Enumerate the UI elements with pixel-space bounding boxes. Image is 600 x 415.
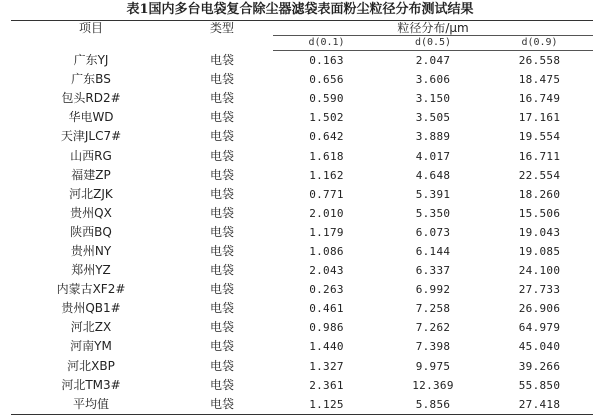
cell-d09: 17.161 — [518, 111, 561, 125]
cell-d01: 2.010 — [309, 206, 344, 220]
header-item: 项目 — [78, 21, 103, 35]
cell-item: 河北TM3# — [61, 377, 121, 392]
cell-d05: 5.350 — [415, 206, 451, 220]
cell-item: 山西RG — [70, 148, 112, 163]
cell-item: 贵州NY — [70, 243, 112, 258]
cell-d01: 1.162 — [309, 168, 344, 182]
cell-type: 电袋 — [209, 282, 234, 297]
table-row — [11, 51, 593, 71]
cell-d05: 7.258 — [415, 302, 451, 316]
header-d05: d(0.5) — [380, 36, 486, 51]
table-row — [11, 127, 593, 146]
cell-d05: 7.262 — [415, 321, 451, 335]
cell-item: 郑州YZ — [71, 263, 111, 278]
cell-d09: 16.749 — [518, 92, 561, 106]
table-body — [11, 51, 593, 415]
cell-d05: 12.369 — [412, 378, 454, 392]
cell-type: 电袋 — [209, 243, 234, 258]
cell-d05: 3.505 — [415, 111, 451, 125]
table-title: 表1国内多台电袋复合除尘器滤袋表面粉尘粒径分布测试结果 — [126, 2, 474, 17]
cell-type: 电袋 — [209, 167, 234, 182]
cell-item: 贵州QX — [70, 205, 112, 220]
cell-item: 内蒙古XF2# — [56, 282, 126, 297]
cell-d01: 0.163 — [309, 54, 344, 68]
table-row — [11, 280, 593, 299]
cell-d09: 18.260 — [518, 187, 561, 201]
cell-d01: 2.043 — [309, 264, 344, 278]
table-row — [11, 299, 593, 318]
table-row — [11, 70, 593, 89]
cell-d09: 15.506 — [518, 206, 561, 220]
header-size-distribution: 粒径分布/μm — [273, 21, 593, 36]
cell-d05: 6.337 — [415, 264, 451, 278]
cell-type: 电袋 — [209, 205, 234, 220]
cell-type: 电袋 — [209, 148, 234, 163]
cell-d09: 27.418 — [486, 395, 593, 415]
cell-type: 电袋 — [209, 91, 234, 106]
cell-item: 河北XBP — [67, 358, 115, 373]
cell-d05: 6.073 — [415, 225, 451, 239]
cell-d05: 5.856 — [380, 395, 486, 415]
table-row — [11, 108, 593, 127]
cell-d09: 27.733 — [518, 283, 561, 297]
cell-d01: 0.642 — [309, 130, 344, 144]
cell-d05: 3.606 — [415, 73, 451, 87]
cell-d01: 0.771 — [309, 187, 344, 201]
cell-d09: 19.043 — [518, 225, 561, 239]
table-row — [11, 242, 593, 261]
cell-type: 电袋 — [209, 52, 234, 67]
cell-d09: 16.711 — [518, 149, 561, 163]
cell-d05: 7.398 — [415, 340, 451, 354]
cell-d05: 5.391 — [415, 187, 451, 201]
cell-d01: 0.461 — [309, 302, 344, 316]
cell-item: 天津JLC7# — [60, 129, 122, 144]
header-d01: d(0.1) — [273, 36, 380, 51]
cell-item: 河北ZX — [70, 320, 112, 335]
table-row — [11, 146, 593, 165]
cell-type: 电袋 — [209, 301, 234, 316]
cell-type: 电袋 — [209, 339, 234, 354]
cell-d09: 22.554 — [518, 168, 561, 182]
table-row — [11, 318, 593, 337]
cell-type: 电袋 — [209, 377, 234, 392]
cell-type: 电袋 — [209, 224, 234, 239]
table-row — [11, 261, 593, 280]
cell-d09: 26.558 — [518, 54, 561, 68]
cell-d09: 55.850 — [518, 378, 561, 392]
table-row — [11, 376, 593, 395]
table-row — [11, 204, 593, 223]
cell-d09: 19.085 — [518, 244, 561, 258]
cell-d01: 0.656 — [309, 73, 344, 87]
cell-item: 华电WD — [68, 110, 114, 125]
cell-d01: 1.179 — [309, 225, 344, 239]
cell-type: 电袋 — [209, 320, 234, 335]
cell-d01: 1.440 — [309, 340, 344, 354]
particle-size-table — [11, 20, 593, 415]
cell-d09: 45.040 — [518, 340, 561, 354]
cell-d05: 4.017 — [415, 149, 451, 163]
cell-item: 河北ZJK — [69, 186, 113, 201]
cell-d01: 1.502 — [309, 111, 344, 125]
cell-d01: 2.361 — [309, 378, 344, 392]
cell-d05: 3.889 — [415, 130, 451, 144]
cell-d09: 24.100 — [518, 264, 561, 278]
table-header — [11, 21, 593, 51]
table-row — [11, 395, 593, 415]
cell-d09: 64.979 — [518, 321, 561, 335]
cell-item: 陕西BQ — [70, 224, 112, 239]
cell-type: 电袋 — [209, 263, 234, 278]
cell-type: 电袋 — [171, 395, 273, 415]
cell-d05: 6.992 — [415, 283, 451, 297]
cell-type: 电袋 — [209, 186, 234, 201]
cell-d05: 2.047 — [415, 54, 451, 68]
cell-d01: 0.263 — [309, 283, 344, 297]
cell-d09: 18.475 — [518, 73, 561, 87]
table-row — [11, 223, 593, 242]
cell-item: 河南YM — [70, 339, 112, 354]
cell-item: 包头RD2# — [61, 91, 121, 106]
cell-d09: 39.266 — [518, 359, 561, 373]
cell-d05: 9.975 — [415, 359, 451, 373]
table-row — [11, 166, 593, 185]
cell-d01: 0.590 — [309, 92, 344, 106]
header-d09: d(0.9) — [486, 36, 593, 51]
cell-d09: 19.554 — [518, 130, 561, 144]
cell-d01: 1.618 — [309, 149, 344, 163]
cell-item: 平均值 — [11, 395, 171, 415]
cell-item: 广东YJ — [73, 52, 109, 67]
cell-d01: 1.327 — [309, 359, 344, 373]
cell-d09: 26.906 — [518, 302, 561, 316]
cell-d01: 1.125 — [273, 395, 380, 415]
table-row — [11, 337, 593, 356]
cell-d05: 6.144 — [415, 244, 451, 258]
cell-type: 电袋 — [209, 358, 234, 373]
cell-type: 电袋 — [209, 110, 234, 125]
cell-d01: 0.986 — [309, 321, 344, 335]
cell-type: 电袋 — [209, 72, 234, 87]
table-row — [11, 89, 593, 108]
cell-d05: 4.648 — [415, 168, 451, 182]
cell-item: 福建ZP — [71, 167, 111, 182]
header-type: 类型 — [209, 21, 234, 35]
cell-item: 贵州QB1# — [61, 301, 121, 316]
table-row — [11, 357, 593, 376]
cell-d01: 1.086 — [309, 244, 344, 258]
cell-item: 广东BS — [71, 72, 111, 87]
table-row — [11, 185, 593, 204]
cell-type: 电袋 — [209, 129, 234, 144]
cell-d05: 3.150 — [415, 92, 451, 106]
